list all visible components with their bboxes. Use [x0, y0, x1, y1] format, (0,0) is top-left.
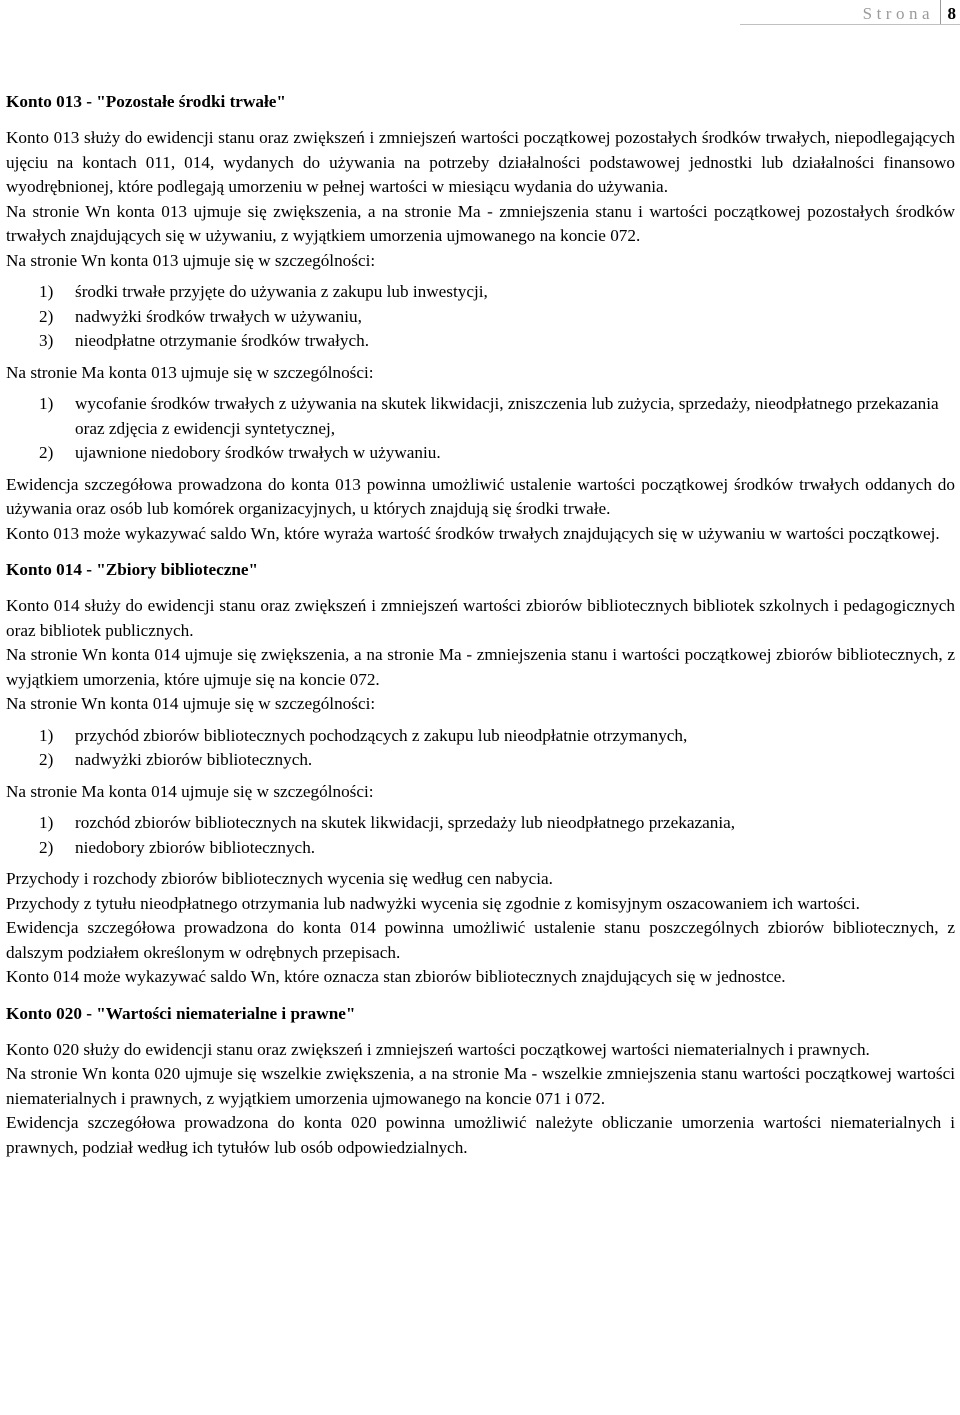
paragraph: Ewidencja szczegółowa prowadzona do konta 020 powinna umożliwić należyte obliczanie umorzenia wartości niematerialnych i prawnych, podział według ich tytułów lub osób odpowiedzialnych.	[6, 1113, 955, 1157]
paragraph: Przychody i rozchody zbiorów bibliotecznych wycenia się według cen nabycia.	[6, 869, 553, 888]
list-number: 3)	[39, 331, 54, 350]
list-text: nieodpłatne otrzymanie środków trwałych.	[75, 331, 370, 350]
list-number: 2)	[39, 750, 54, 769]
paragraph: Ewidencja szczegółowa prowadzona do konta 013 powinna umożliwić ustalenie wartości początkowej środków trwałych oddanych do używania oraz osób lub komórek organizacyjnych, u których znajdują się środki trwałe.	[6, 474, 955, 518]
section-konto-020	[6, 1002, 955, 1161]
page-header-word: Strona	[862, 4, 934, 23]
list-number: 1)	[39, 282, 54, 301]
paragraph: Konto 020 służy do ewidencji stanu oraz zwiększeń i zmniejszeń wartości początkowej wartości niematerialnych i prawnych.	[6, 1039, 870, 1059]
list-text: przychód zbiorów bibliotecznych pochodzących z zakupu lub nieodpłatnie otrzymanych,	[75, 725, 688, 745]
page-header	[740, 0, 960, 25]
list-item	[6, 441, 955, 466]
paragraph: Konto 013 może wykazywać saldo Wn, które wyraża wartość środków trwałych znajdujących się w używaniu w wartości początkowej.	[6, 523, 940, 543]
page-header-separator	[940, 0, 941, 24]
list-item	[6, 280, 955, 305]
list-item	[6, 329, 955, 354]
numbered-list-wn	[6, 724, 955, 773]
numbered-list-wn	[6, 280, 955, 354]
section-title: Konto 014 - "Zbiory biblioteczne"	[6, 560, 259, 579]
paragraph: Na stronie Wn konta 020 ujmuje się wszelkie zwiększenia, a na stronie Ma - wszelkie zmniejszenia stanu wartości początkowej wartości niematerialnych i prawnych, z wyjątkiem umorzenia ujmowanego na koncie 071 i 072.	[6, 1064, 955, 1108]
list-text: środki trwałe przyjęte do używania z zakupu lub inwestycji,	[75, 282, 488, 301]
section-title: Konto 020 - "Wartości niematerialne i prawne"	[6, 1003, 356, 1023]
list-text: wycofanie środków trwałych z używania na skutek likwidacji, zniszczenia lub zużycia, sprzedaży, nieodpłatnego przekazania oraz zdjęcia z ewidencji syntetycznej,	[75, 394, 939, 438]
paragraph: Przychody z tytułu nieodpłatnego otrzymania lub nadwyżki wycenia się zgodnie z komisyjnym oszacowaniem ich wartości.	[6, 893, 860, 913]
list-item	[6, 392, 955, 441]
list-item	[6, 724, 955, 749]
list-item	[6, 811, 955, 836]
list-number: 2)	[39, 837, 54, 857]
list-number: 1)	[39, 394, 54, 413]
paragraph: Na stronie Wn konta 013 ujmuje się zwiększenia, a na stronie Ma - zmniejszenia stanu i wartości początkowej pozostałych środków trwałych znajdujących się w używaniu, z wyjątkiem umorzenia ujmowanego na koncie 072.	[6, 201, 955, 245]
numbered-list-ma	[6, 811, 955, 860]
section-konto-014	[6, 558, 955, 990]
list-item	[6, 305, 955, 330]
paragraph: Na stronie Wn konta 014 ujmuje się w szczególności:	[6, 694, 376, 713]
list-text: rozchód zbiorów bibliotecznych na skutek likwidacji, sprzedaży lub nieodpłatnego przekazania,	[75, 813, 736, 832]
list-text: ujawnione niedobory środków trwałych w używaniu.	[75, 443, 441, 462]
paragraph: Na stronie Wn konta 013 ujmuje się w szczególności:	[6, 250, 376, 270]
list-item	[6, 836, 955, 861]
list-number: 1)	[39, 813, 54, 832]
paragraph: Konto 014 służy do ewidencji stanu oraz zwiększeń i zmniejszeń wartości zbiorów bibliotecznych bibliotek szkolnych i pedagogicznych oraz bibliotek publicznych.	[6, 596, 955, 640]
page-number: 8	[947, 4, 956, 23]
list-number: 2)	[39, 443, 54, 462]
paragraph: Ewidencja szczegółowa prowadzona do konta 014 powinna umożliwić ustalenie stanu poszczególnych zbiorów bibliotecznych, z dalszym podziałem określonym w odrębnych przepisach.	[6, 918, 955, 962]
paragraph: Konto 013 służy do ewidencji stanu oraz zwiększeń i zmniejszeń wartości początkowej pozostałych środków trwałych, niepodlegających ujęciu na kontach 011, 014, wydanych do używania na potrzeby działalności podstawowej jednostki lub działalności finansowo wyodrębnionej, które podlegają umorzeniu w pełnej wartości w miesiącu wydania do używania.	[6, 128, 955, 196]
paragraph: Na stronie Wn konta 014 ujmuje się zwiększenia, a na stronie Ma - zmniejszenia stanu i wartości początkowej zbiorów bibliotecznych, z wyjątkiem umorzenia, które ujmuje się na koncie 072.	[6, 645, 955, 689]
list-text: nadwyżki zbiorów bibliotecznych.	[75, 750, 313, 769]
section-title: Konto 013 - "Pozostałe środki trwałe"	[6, 92, 286, 111]
paragraph: Konto 014 może wykazywać saldo Wn, które oznacza stan zbiorów bibliotecznych znajdujących się w jednostce.	[6, 967, 786, 986]
document-body	[6, 90, 955, 1160]
list-number: 2)	[39, 306, 54, 326]
list-item	[6, 748, 955, 773]
numbered-list-ma	[6, 392, 955, 466]
list-text: nadwyżki środków trwałych w używaniu,	[75, 306, 362, 326]
list-text: niedobory zbiorów bibliotecznych.	[75, 837, 316, 857]
section-konto-013	[6, 90, 955, 546]
paragraph: Na stronie Ma konta 014 ujmuje się w szczególności:	[6, 781, 374, 801]
paragraph: Na stronie Ma konta 013 ujmuje się w szczególności:	[6, 362, 374, 382]
list-number: 1)	[39, 725, 54, 745]
